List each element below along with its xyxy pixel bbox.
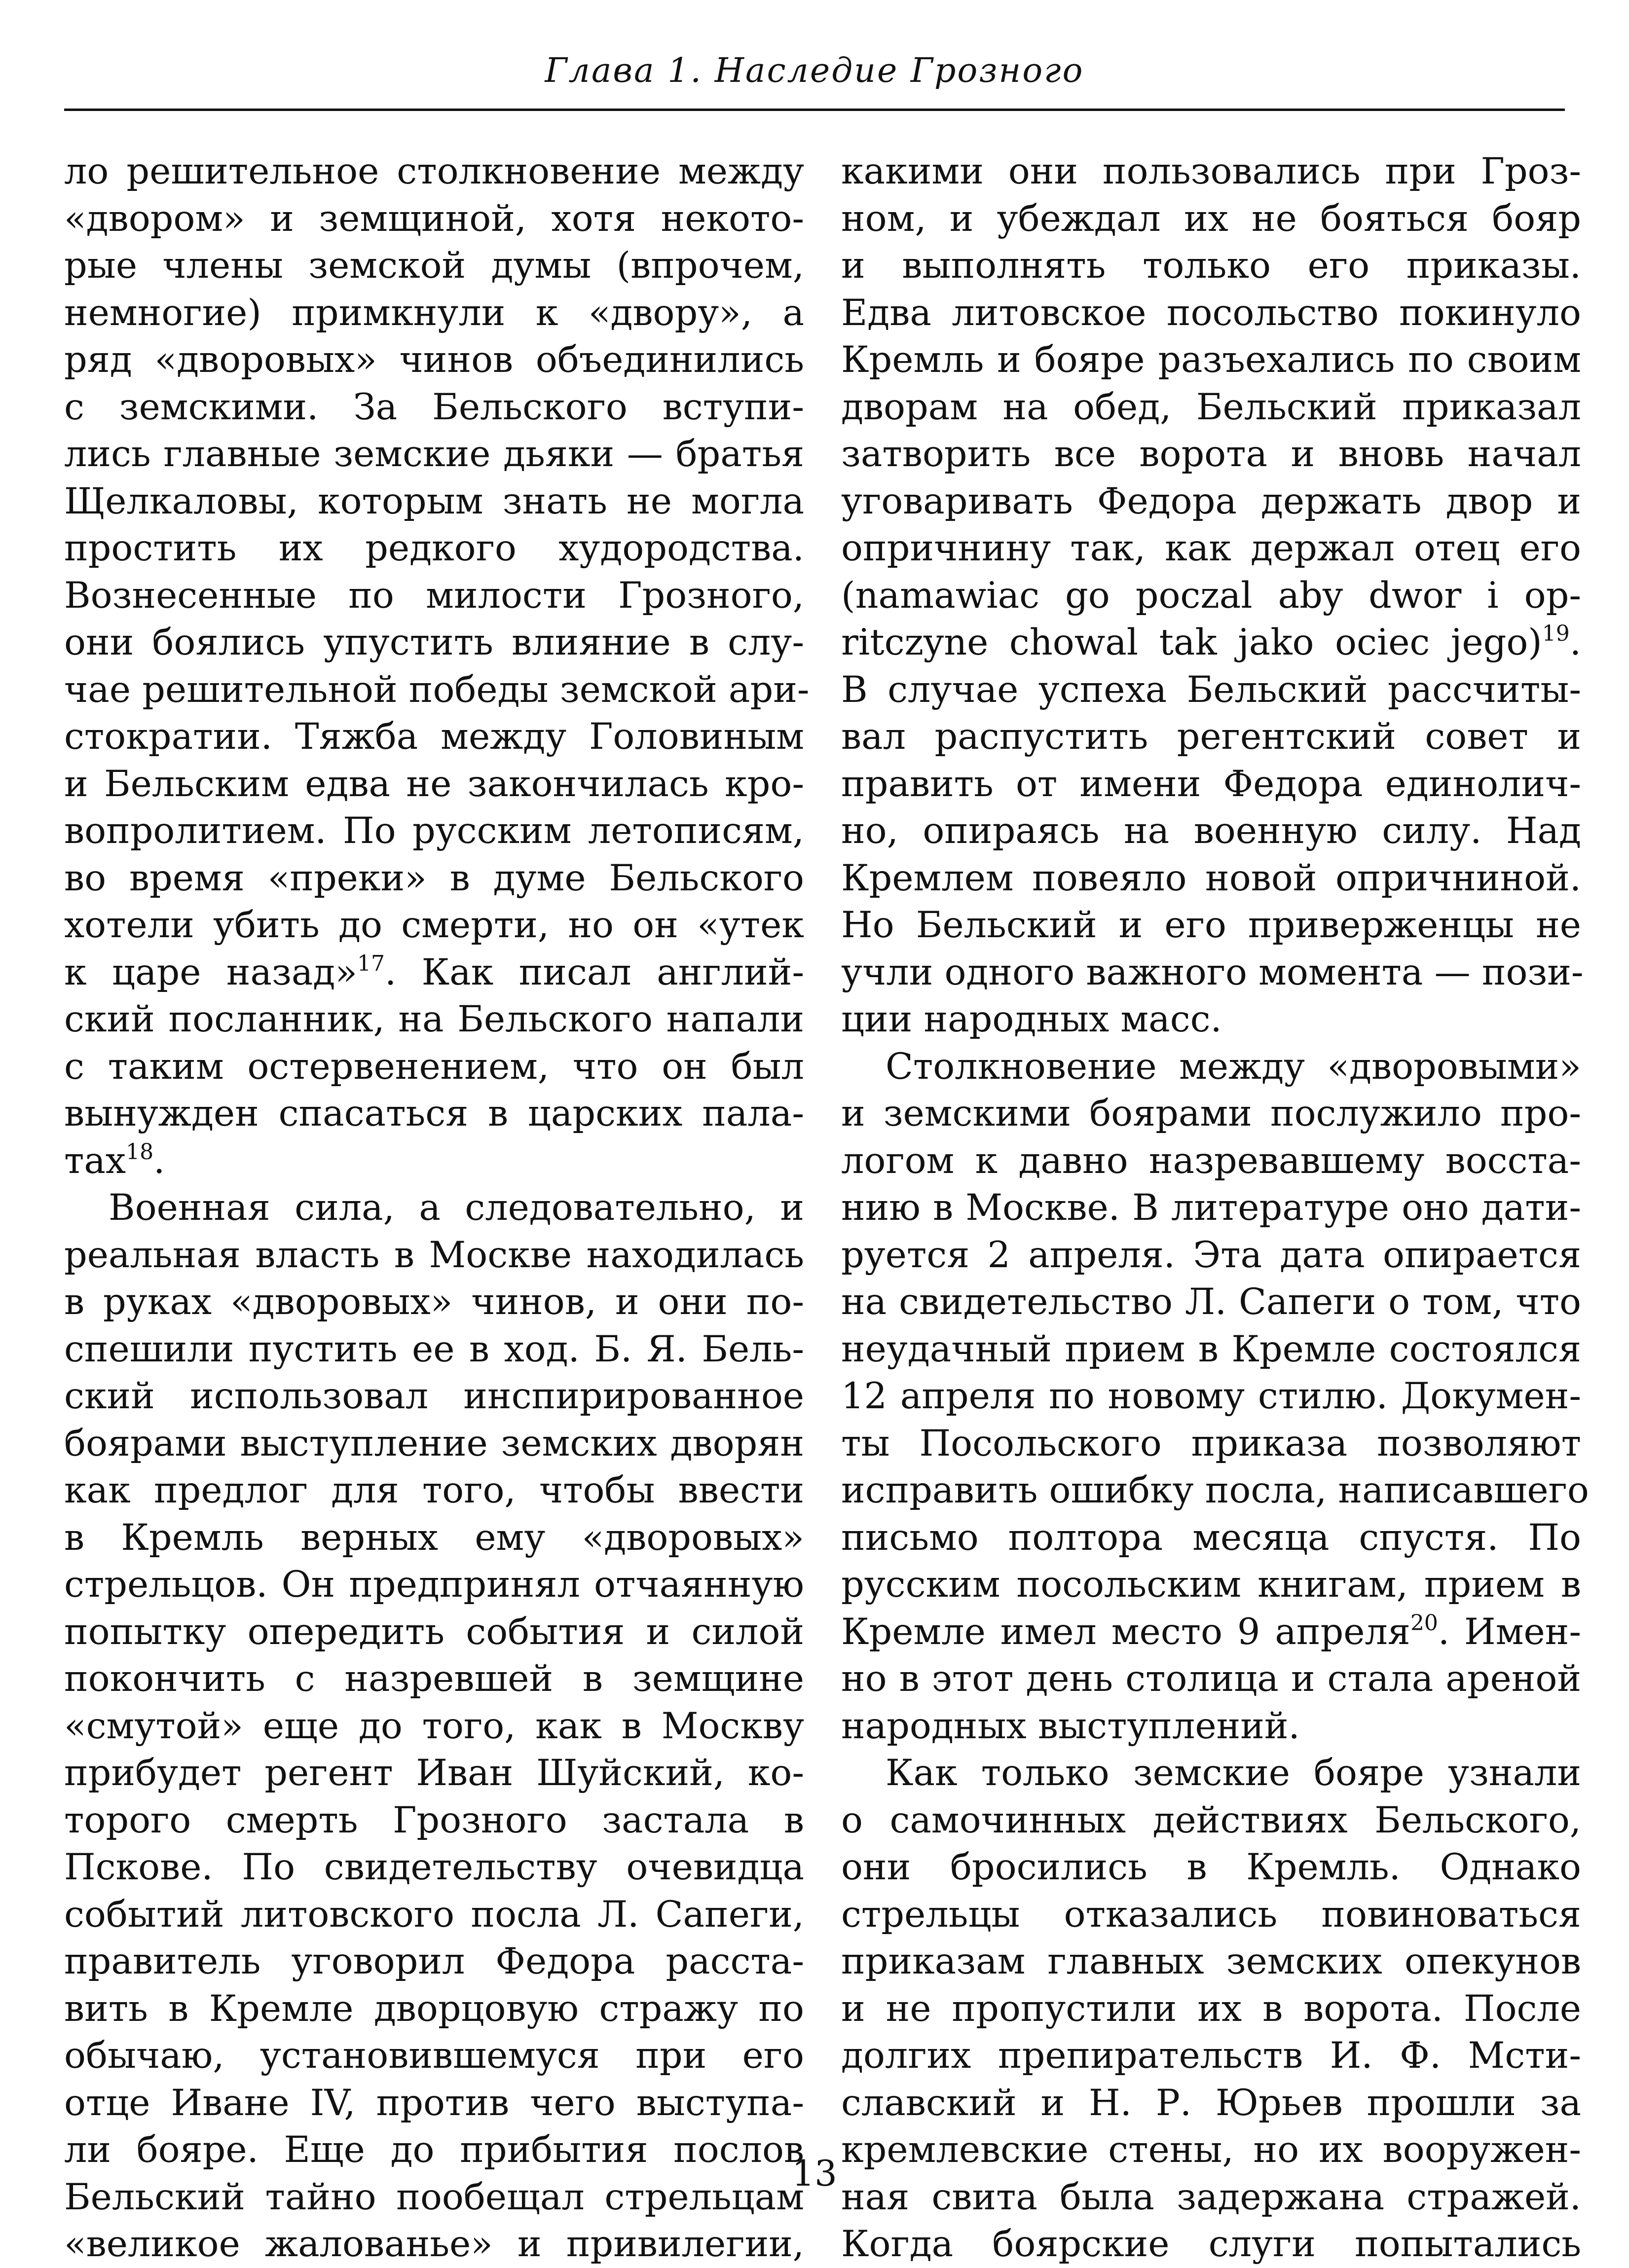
line-text: о самочинных действиях Бельского, [841,1799,1581,1841]
text-line [841,2032,1581,2080]
left-text-column [64,148,810,2268]
line-text: «двором» и земщиной, хотя некото- [64,197,804,240]
line-text: правитель уговорил Федора расста- [64,1940,804,1982]
text-line [64,902,804,949]
line-text: и Бельским едва не закончилась кро- [64,763,804,805]
line-text: они боялись упустить влияние в слу- [64,622,804,663]
text-line [841,1750,1581,1797]
line-text: в Кремль верных ему «дворовых» [64,1516,804,1559]
line-text: ritczyne chowal tak jako ociec jego) [841,622,1542,663]
line-text: на свидетельство Л. Сапеги о том, что [841,1281,1581,1323]
line-text: ряд «дворовых» чинов объединились [64,339,804,381]
text-line [841,525,1581,572]
text-line [64,713,804,761]
line-text: Военная сила, а следовательно, и [109,1187,804,1229]
text-line [841,666,1581,714]
line-text: торого смерть Грозного застала в [64,1799,804,1841]
line-text: прибудет регент Иван Шуйский, ко- [64,1752,804,1794]
line-text: ная свита была задержана стражей. [841,2176,1581,2218]
line-text: ном, и убеждал их не бояться бояр [841,197,1581,240]
text-line [64,1703,804,1750]
line-text: кремлевские стены, но их вооружен- [841,2129,1581,2171]
line-text: вынужден спасаться в царских пала- [64,1093,804,1134]
text-line [64,1279,804,1326]
text-line [841,949,1584,996]
text-line [841,148,1581,195]
line-text: письмо полтора месяца спустя. По [841,1516,1581,1559]
line-text: спешили пустить ее в ход. Б. Я. Бель- [64,1328,804,1370]
line-text: в руках «дворовых» чинов, и они по- [64,1281,804,1323]
line-text: ции народных масс. [841,998,1222,1040]
line-text: ли бояре. Еще до прибытия послов [64,2129,804,2171]
text-line [64,195,804,243]
line-text: 12 апреля по новому стилю. Докумен- [841,1375,1581,1417]
text-line [64,1467,804,1514]
line-text: (namawiac go poczal aby dwor i op- [841,574,1581,617]
text-line [64,290,804,337]
line-text: славский и Н. Р. Юрьев прошли за [841,2082,1581,2124]
text-line [64,1043,804,1091]
text-line [64,1844,804,1891]
text-line [841,478,1581,525]
line-text: ты Посольского приказа позволяют [841,1422,1581,1464]
text-line [841,902,1581,949]
text-line [841,807,1581,855]
line-text: приказам главных земских опекунов [841,1940,1581,1982]
line-text: простить их редкого худородства. [64,527,804,569]
text-line [64,619,804,666]
line-text: тах [64,1139,126,1182]
line-text-continued: . Как писал англий- [385,951,804,993]
text-line [64,1232,804,1279]
line-text: учли одного важного момента — пози- [841,951,1584,993]
line-text: долгих препирательств И. Ф. Мсти- [841,2035,1581,2077]
text-line [64,1797,804,1844]
text-line [841,242,1581,290]
line-text: Но Бельский и его приверженцы не [841,904,1581,946]
text-line [841,336,1581,384]
text-line [841,1420,1581,1467]
text-line [841,1184,1581,1232]
line-text: вить в Кремле дворцовую стражу по [64,1987,804,2030]
text-line [841,2221,1581,2268]
text-line [64,384,804,431]
text-line [64,1891,804,1939]
text-line [841,1655,1581,1703]
line-text: и земскими боярами послужило про- [841,1093,1581,1134]
line-text: боярами выступление земских дворян [64,1422,804,1464]
line-text: Бельский тайно пообещал стрельцам [64,2176,804,2218]
text-line [64,148,804,195]
line-text: хотели убить до смерти, но он «утек [64,904,804,946]
text-line [841,1043,1581,1091]
line-text: отце Иване IV, против чего выступа- [64,2082,804,2124]
text-line [841,1090,1581,1137]
line-text: исправить ошибку посла, написавшего [841,1469,1589,1511]
right-text-column [841,148,1589,2268]
line-text-continued: . [1569,622,1581,663]
line-text: во время «преки» в думе Бельского [64,857,804,899]
text-line [841,431,1581,478]
text-line [64,431,804,478]
line-text: В случае успеха Бельский рассчиты- [841,668,1581,711]
line-text: стократии. Тяжба между Головиным [64,716,804,758]
footnote-ref: 20 [1410,1610,1438,1636]
text-line [64,572,804,620]
line-text: как предлог для того, чтобы ввести [64,1469,804,1511]
text-line [841,1232,1581,1279]
text-line [64,336,804,384]
text-line [841,1797,1581,1844]
line-text: Кремль и бояре разъехались по своим [841,339,1581,381]
text-line [64,1373,804,1420]
line-text: народных выступлений. [841,1705,1300,1747]
line-text-continued: . Имен- [1438,1610,1581,1653]
line-text: нию в Москве. В литературе оно дати- [841,1187,1581,1229]
line-text: Вознесенные по милости Грозного, [64,574,804,617]
line-text: ло решительное столкновение между [64,150,804,192]
footnote-ref: 19 [1542,621,1570,646]
text-line [841,1561,1581,1609]
text-line [841,1326,1581,1373]
line-text: неудачный прием в Кремле состоялся [841,1328,1581,1370]
line-text: руется 2 апреля. Эта дата опирается [841,1234,1581,1276]
text-line [841,1373,1581,1420]
text-line [841,384,1581,431]
line-text: Едва литовское посольство покинуло [841,292,1581,334]
text-line [841,1137,1581,1185]
text-line [64,242,804,290]
line-text: Пскове. По свидетельству очевидца [64,1846,804,1888]
text-line [841,2080,1581,2127]
line-text: «великое жалованье» и привилегии, [64,2223,804,2265]
line-text: к царе назад» [64,951,357,993]
text-line [64,1326,804,1373]
line-text: Кремле имел место 9 апреля [841,1610,1410,1653]
line-text: вопролитием. По русским летописям, [64,810,804,852]
line-text: опричнину так, как держал отец его [841,527,1581,569]
text-line [64,1420,804,1467]
page-number: 13 [792,2153,837,2194]
line-text: Столкновение между «дворовыми» [886,1045,1581,1088]
line-text: событий литовского посла Л. Сапеги, [64,1893,804,1936]
text-line [64,2080,804,2127]
text-line [64,2221,804,2268]
text-line [64,1184,804,1232]
text-line [841,1514,1581,1562]
text-line [64,525,804,572]
line-text: с земскими. За Бельского вступи- [64,386,804,428]
line-text: реальная власть в Москве находилась [64,1234,804,1276]
footnote-ref: 18 [126,1139,154,1165]
line-text: Кремлем повеяло новой опричниной. [841,857,1581,899]
line-text: ский посланник, на Бельского напали [64,998,804,1040]
text-line [64,996,804,1043]
text-line [64,1985,804,2033]
text-line [841,1703,1581,1750]
text-line [841,1279,1581,1326]
line-text: дворам на обед, Бельский приказал [841,386,1581,428]
text-line [64,1561,804,1609]
text-line [64,1514,804,1562]
text-line [841,1609,1581,1656]
text-line [841,855,1581,902]
line-text: и выполнять только его приказы. [841,245,1581,287]
line-text: ский использовал инспирированное [64,1375,804,1417]
text-line [841,761,1581,808]
line-text-continued: . [153,1139,165,1182]
line-text: попытку опередить события и силой [64,1610,804,1653]
text-line [64,666,810,714]
line-text: затворить все ворота и вновь начал [841,433,1581,475]
line-text: Как только земские бояре узнали [886,1752,1581,1794]
text-line [64,855,804,902]
line-text: стрельцов. Он предпринял отчаянную [64,1564,804,1606]
text-line [64,1938,804,1985]
text-line [841,1938,1581,1985]
line-text: но в этот день столица и стала ареной [841,1658,1581,1700]
line-text: «смутой» еще до того, как в Москву [64,1705,804,1747]
text-line [841,996,1581,1043]
line-text: рые члены земской думы (впрочем, [64,245,804,287]
text-line [64,949,804,996]
line-text: править от имени Федора единолич- [841,763,1581,805]
text-line [64,807,804,855]
line-text: они бросились в Кремль. Однако [841,1846,1581,1888]
line-text: Когда боярские слуги попытались [841,2223,1581,2265]
text-line [64,1750,804,1797]
text-line [64,1137,804,1185]
footnote-ref: 17 [357,951,385,976]
line-text: и не пропустили их в ворота. После [841,1987,1581,2030]
line-text: вал распустить регентский совет и [841,716,1581,758]
line-text: уговаривать Федора держать двор и [841,480,1581,522]
text-line [841,619,1581,666]
line-text: чае решительной победы земской ари- [64,668,810,711]
line-text: стрельцы отказались повиноваться [841,1893,1581,1936]
line-text: логом к давно назревавшему восста- [841,1139,1581,1182]
text-line [841,1985,1581,2033]
text-line [841,572,1581,620]
text-line [64,2032,804,2080]
line-text: но, опираясь на военную силу. Над [841,810,1581,852]
line-text: немногие) примкнули к «двору», а [64,292,804,334]
line-text: русским посольским книгам, прием в [841,1564,1581,1606]
running-title: Глава 1. Наследие Грозного [545,51,1084,90]
line-text: покончить с назревшей в земщине [64,1658,804,1700]
text-line [841,1844,1581,1891]
text-line [841,713,1581,761]
text-line [841,290,1581,337]
line-text: лись главные земские дьяки — братья [64,433,804,475]
line-text: Щелкаловы, которым знать не могла [64,480,804,522]
text-line [64,1609,804,1656]
text-line [64,1090,804,1137]
text-line [841,1891,1581,1939]
line-text: обычаю, установившемуся при его [64,2035,804,2077]
line-text: с таким остервенением, что он был [64,1045,804,1088]
text-line [64,761,804,808]
text-line [841,1467,1589,1514]
header-rule [64,109,1565,111]
text-line [64,478,804,525]
line-text: какими они пользовались при Гроз- [841,150,1581,192]
text-line [841,195,1581,243]
text-line [64,1655,804,1703]
